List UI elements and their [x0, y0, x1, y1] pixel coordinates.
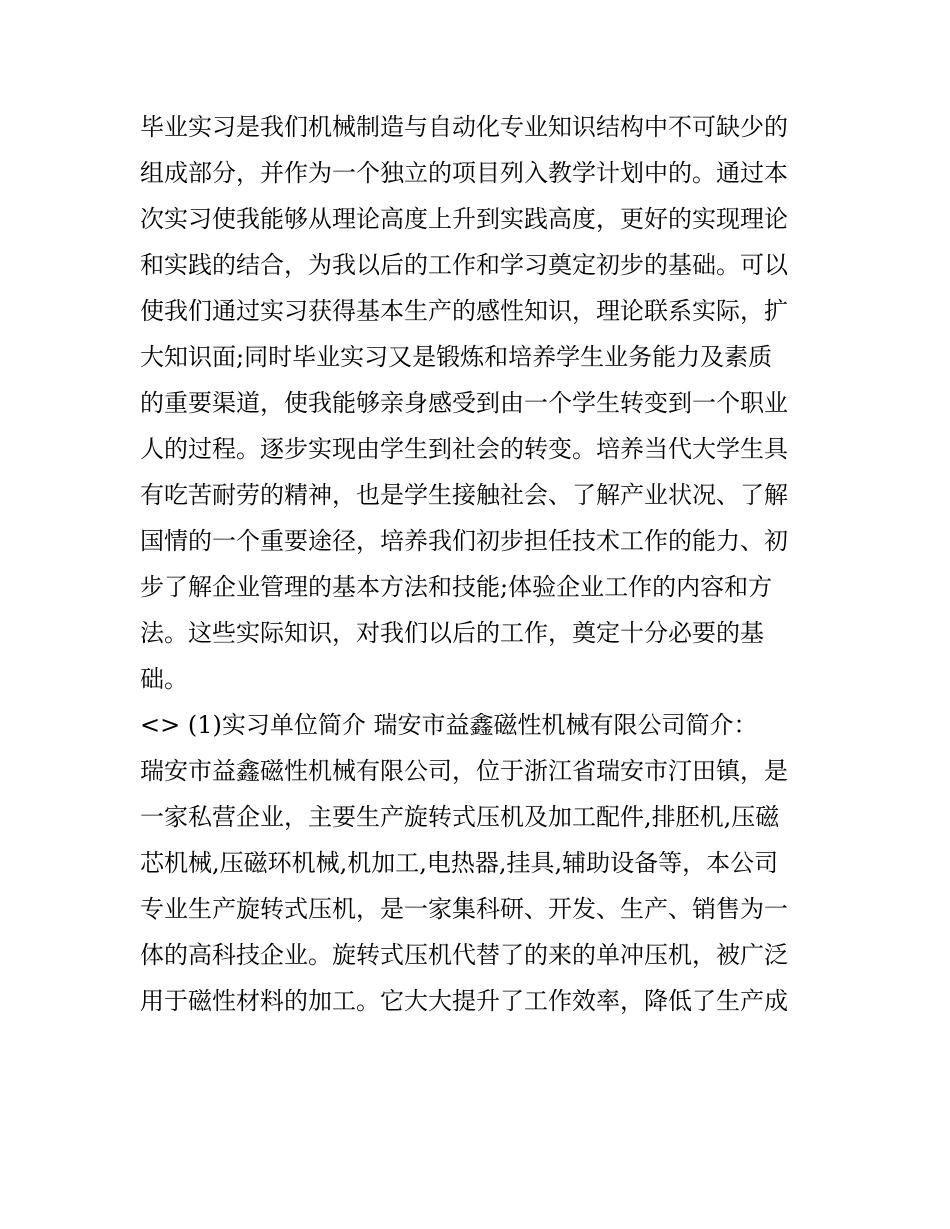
text-line: 体的高科技企业。旋转式压机代替了的来的单冲压机，被广泛 [140, 941, 788, 969]
text-line: 次实习使我能够从理论高度上升到实践高度，更好的实现理论 [140, 205, 788, 233]
text-line: 的重要渠道，使我能够亲身感受到由一个学生转变到一个职业 [140, 389, 788, 417]
text-line: 法。这些实际知识，对我们以后的工作，奠定十分必要的基 [140, 619, 764, 647]
text-line: 步了解企业管理的基本方法和技能;体验企业工作的内容和方 [140, 573, 773, 601]
text-line: 人的过程。逐步实现由学生到社会的转变。培养当代大学生具 [140, 435, 788, 463]
text-line: 组成部分，并作为一个独立的项目列入教学计划中的。通过本 [140, 159, 788, 187]
text-line: 大知识面;同时毕业实习又是锻炼和培养学生业务能力及素质 [140, 343, 773, 371]
text-line: 国情的一个重要途径，培养我们初步担任技术工作的能力、初 [140, 527, 788, 555]
section-heading-line: <> (1)实习单位简介 瑞安市益鑫磁性机械有限公司简介： [140, 711, 758, 739]
text-line: 础。 [140, 665, 188, 693]
text-line: 用于磁性材料的加工。它大大提升了工作效率，降低了生产成 [140, 987, 788, 1015]
text-line: 专业生产旋转式压机，是一家集科研、开发、生产、销售为一 [140, 895, 788, 923]
text-line: 芯机械,压磁环机械,机加工,电热器,挂具,辅助设备等，本公司 [140, 849, 779, 877]
text-line: 一家私营企业，主要生产旋转式压机及加工配件,排胚机,压磁 [140, 803, 780, 831]
text-line: 和实践的结合，为我以后的工作和学习奠定初步的基础。可以 [140, 251, 788, 279]
text-line: 毕业实习是我们机械制造与自动化专业知识结构中不可缺少的 [140, 113, 788, 141]
text-line: 使我们通过实习获得基本生产的感性知识，理论联系实际，扩 [140, 297, 788, 325]
body-text [140, 104, 820, 1024]
text-line: 有吃苦耐劳的精神，也是学生接触社会、了解产业状况、了解 [140, 481, 788, 509]
text-line: 瑞安市益鑫磁性机械有限公司，位于浙江省瑞安市汀田镇，是 [140, 757, 788, 785]
